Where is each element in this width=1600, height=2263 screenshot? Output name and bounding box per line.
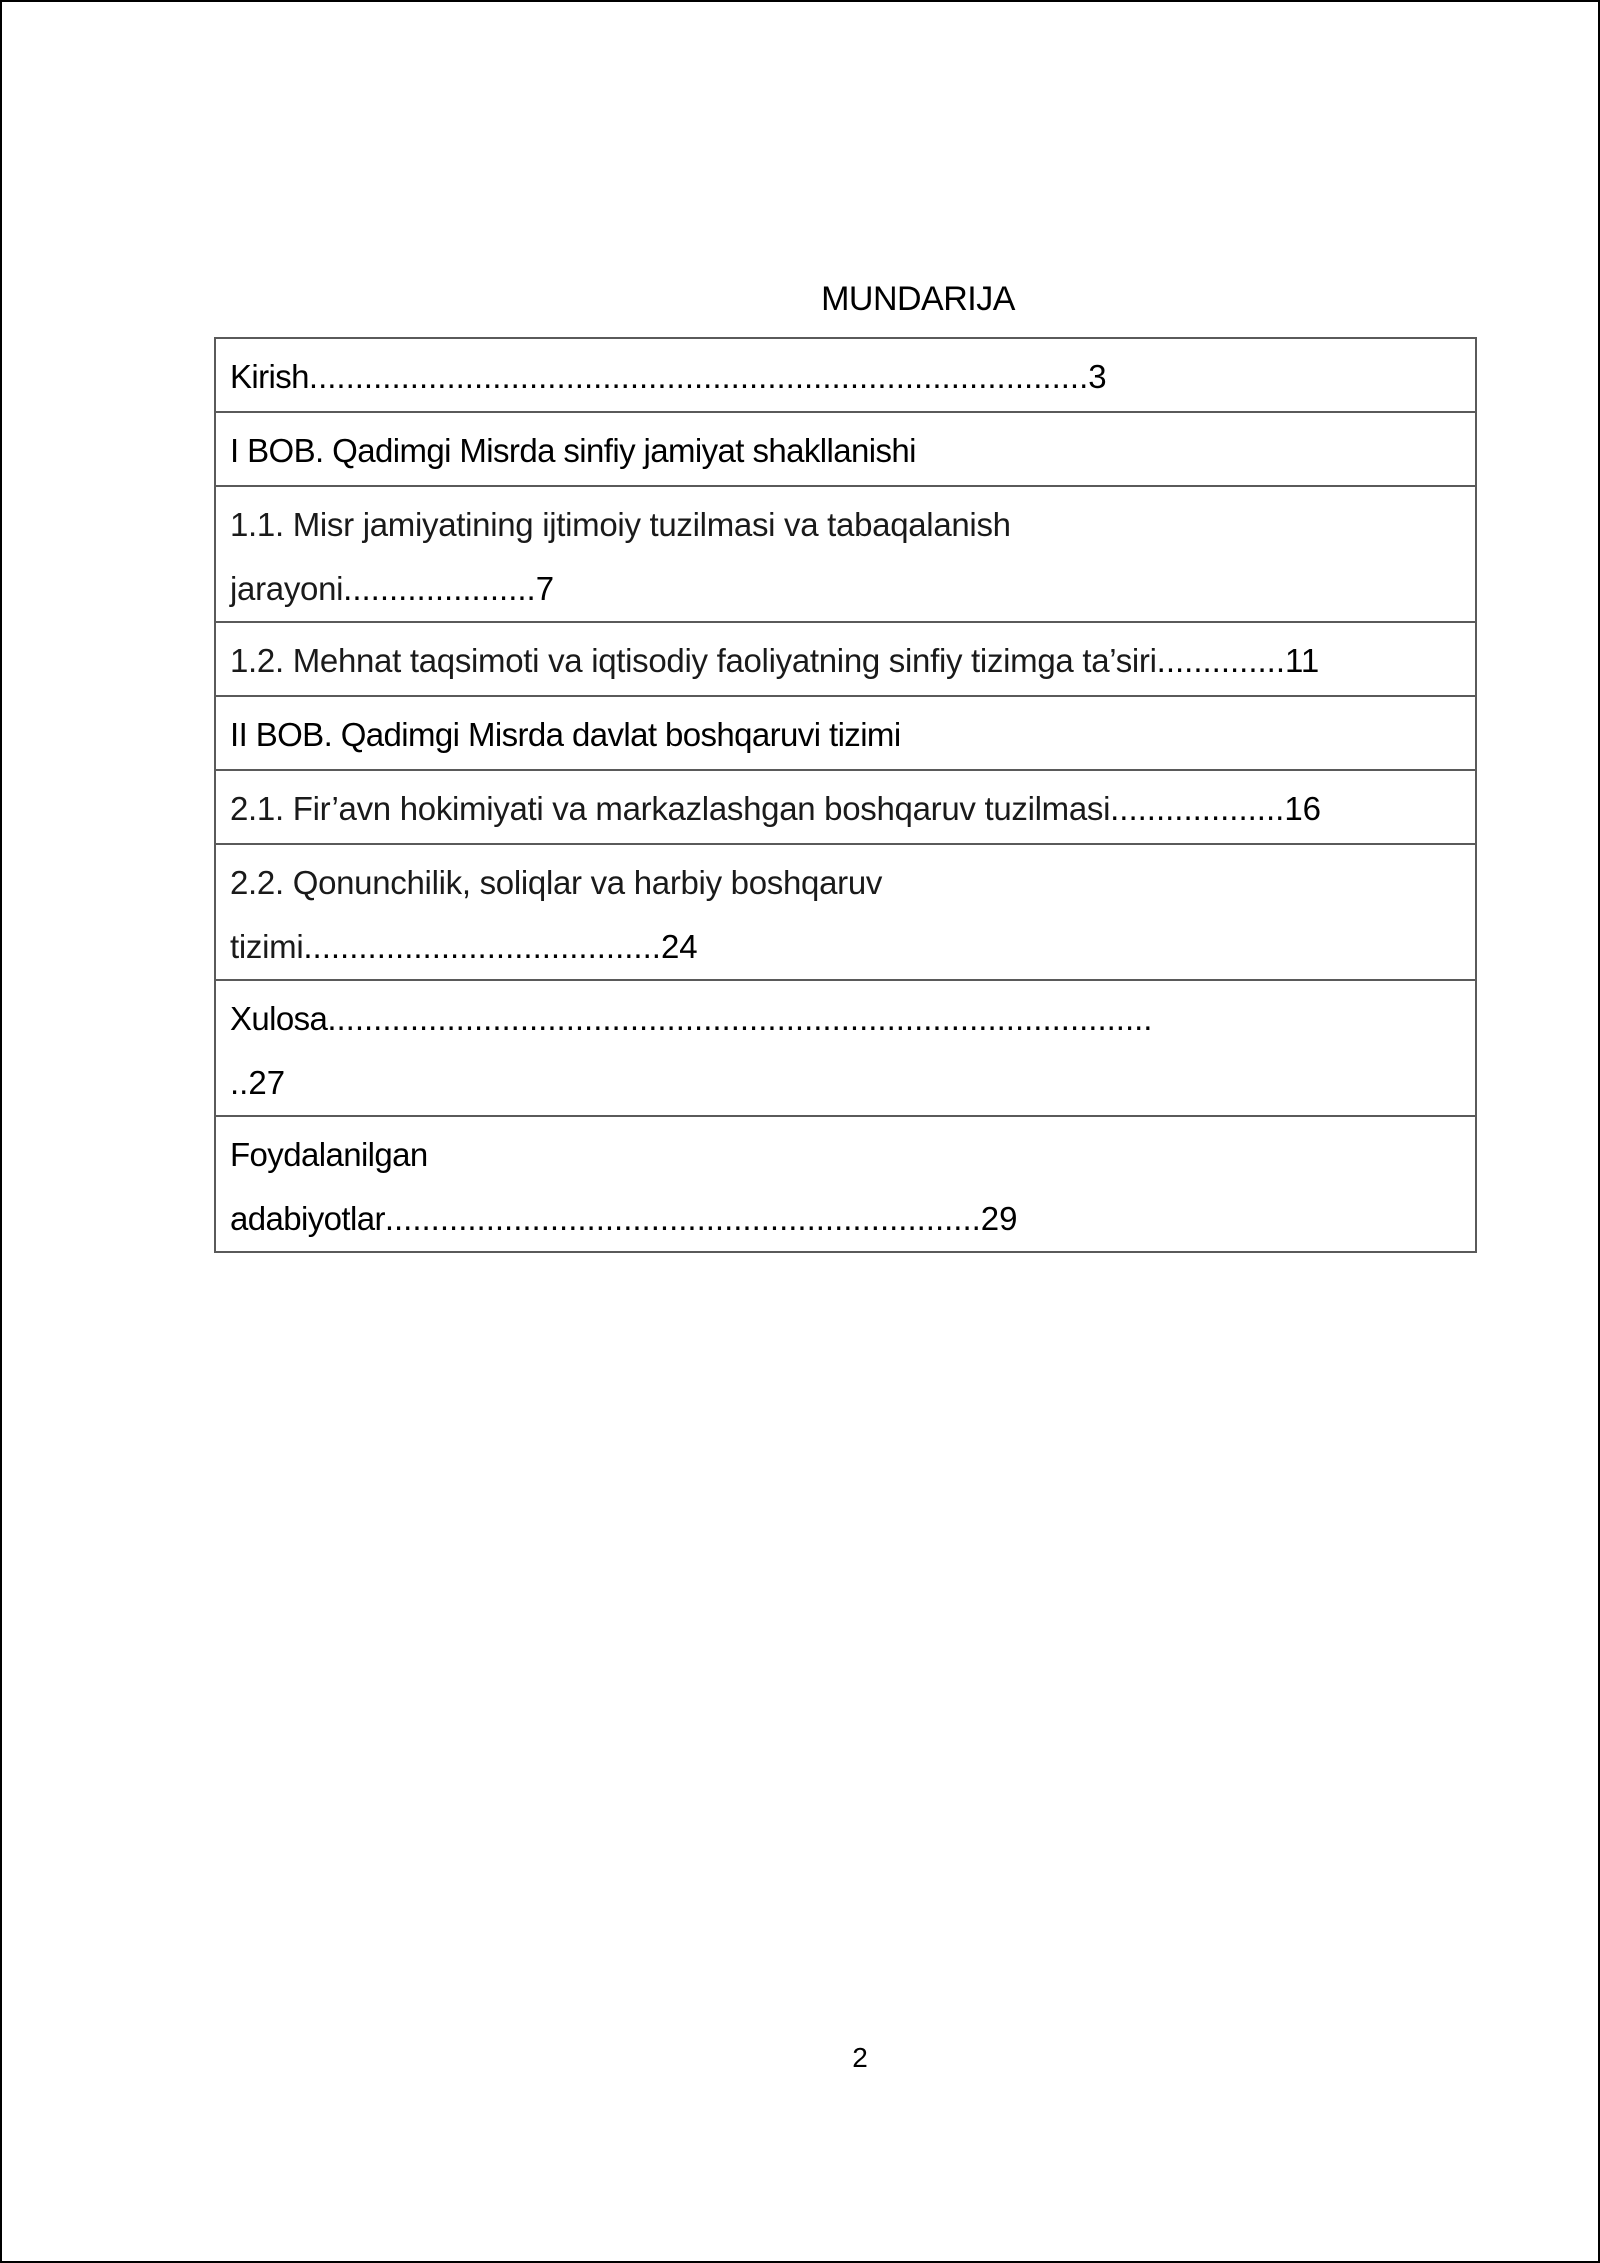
toc-row-kirish: [215, 338, 1476, 412]
toc-row-1-1: [215, 486, 1476, 622]
toc-entry-label: 1.1. Misr jamiyatining ijtimoiy tuzilmasi va tabaqalanish: [230, 506, 1011, 543]
toc-entry-1-1[interactable]: [215, 486, 1476, 622]
page-title: MUNDARIJA: [821, 280, 1015, 318]
toc-page-number: 7: [535, 570, 555, 607]
toc-row-foydalanilgan: [215, 1116, 1476, 1252]
toc-page-number: ..27: [230, 1064, 286, 1101]
toc-leader-dots: ...................: [1110, 790, 1285, 827]
toc-entry-label: 1.2. Mehnat taqsimoti va iqtisodiy faoliyatning sinfiy tizimga ta’siri: [230, 642, 1157, 679]
toc-entry-1-2[interactable]: [215, 622, 1476, 696]
toc-row-2-2: [215, 844, 1476, 980]
toc-entry-label-continued: adabiyotlar: [230, 1200, 385, 1237]
toc-row-bob1: [215, 412, 1476, 486]
toc-entry-label: 2.2. Qonunchilik, soliqlar va harbiy boshqaruv: [230, 864, 883, 901]
toc-chapter-heading: I BOB. Qadimgi Misrda sinfiy jamiyat shakllanishi: [230, 432, 916, 469]
toc-leader-dots: ..............: [1156, 642, 1286, 679]
toc-entry-bob2[interactable]: [215, 696, 1476, 770]
toc-entry-label: Foydalanilgan: [230, 1136, 428, 1173]
toc-page-number: 29: [980, 1200, 1018, 1237]
toc-entry-2-2[interactable]: [215, 844, 1476, 980]
toc-entry-label: 2.1. Fir’avn hokimiyati va markazlashgan boshqaruv tuzilmasi: [230, 790, 1111, 827]
toc-entry-bob1[interactable]: [215, 412, 1476, 486]
toc-entry-kirish[interactable]: [215, 338, 1476, 412]
toc-leader-dots: .....................................................................................: [308, 358, 1089, 395]
toc-entry-label-continued: jarayoni: [230, 570, 344, 607]
toc-row-2-1: [215, 770, 1476, 844]
toc-entry-label: Xulosa: [230, 1000, 328, 1037]
table-of-contents: [214, 337, 1477, 1253]
toc-page-number: 16: [1284, 790, 1322, 827]
toc-page-number: 24: [660, 928, 698, 965]
toc-entry-foydalanilgan[interactable]: [215, 1116, 1476, 1252]
toc-row-bob2: [215, 696, 1476, 770]
toc-chapter-heading: II BOB. Qadimgi Misrda davlat boshqaruvi tizimi: [230, 716, 901, 753]
toc-leader-dots: ..........................................................................................: [327, 1000, 1153, 1037]
toc-entry-label-continued: tizimi: [230, 928, 304, 965]
toc-leader-dots: .................................................................: [384, 1200, 981, 1237]
toc-row-xulosa: [215, 980, 1476, 1116]
toc-leader-dots: .....................: [343, 570, 536, 607]
toc-row-1-2: [215, 622, 1476, 696]
toc-entry-xulosa[interactable]: [215, 980, 1476, 1116]
page-number: 2: [852, 2042, 868, 2073]
toc-entry-label: Kirish: [230, 358, 309, 395]
toc-entry-2-1[interactable]: [215, 770, 1476, 844]
toc-page-number: 3: [1088, 358, 1107, 395]
toc-page-number: 11: [1285, 642, 1320, 679]
toc-leader-dots: .......................................: [303, 928, 661, 965]
